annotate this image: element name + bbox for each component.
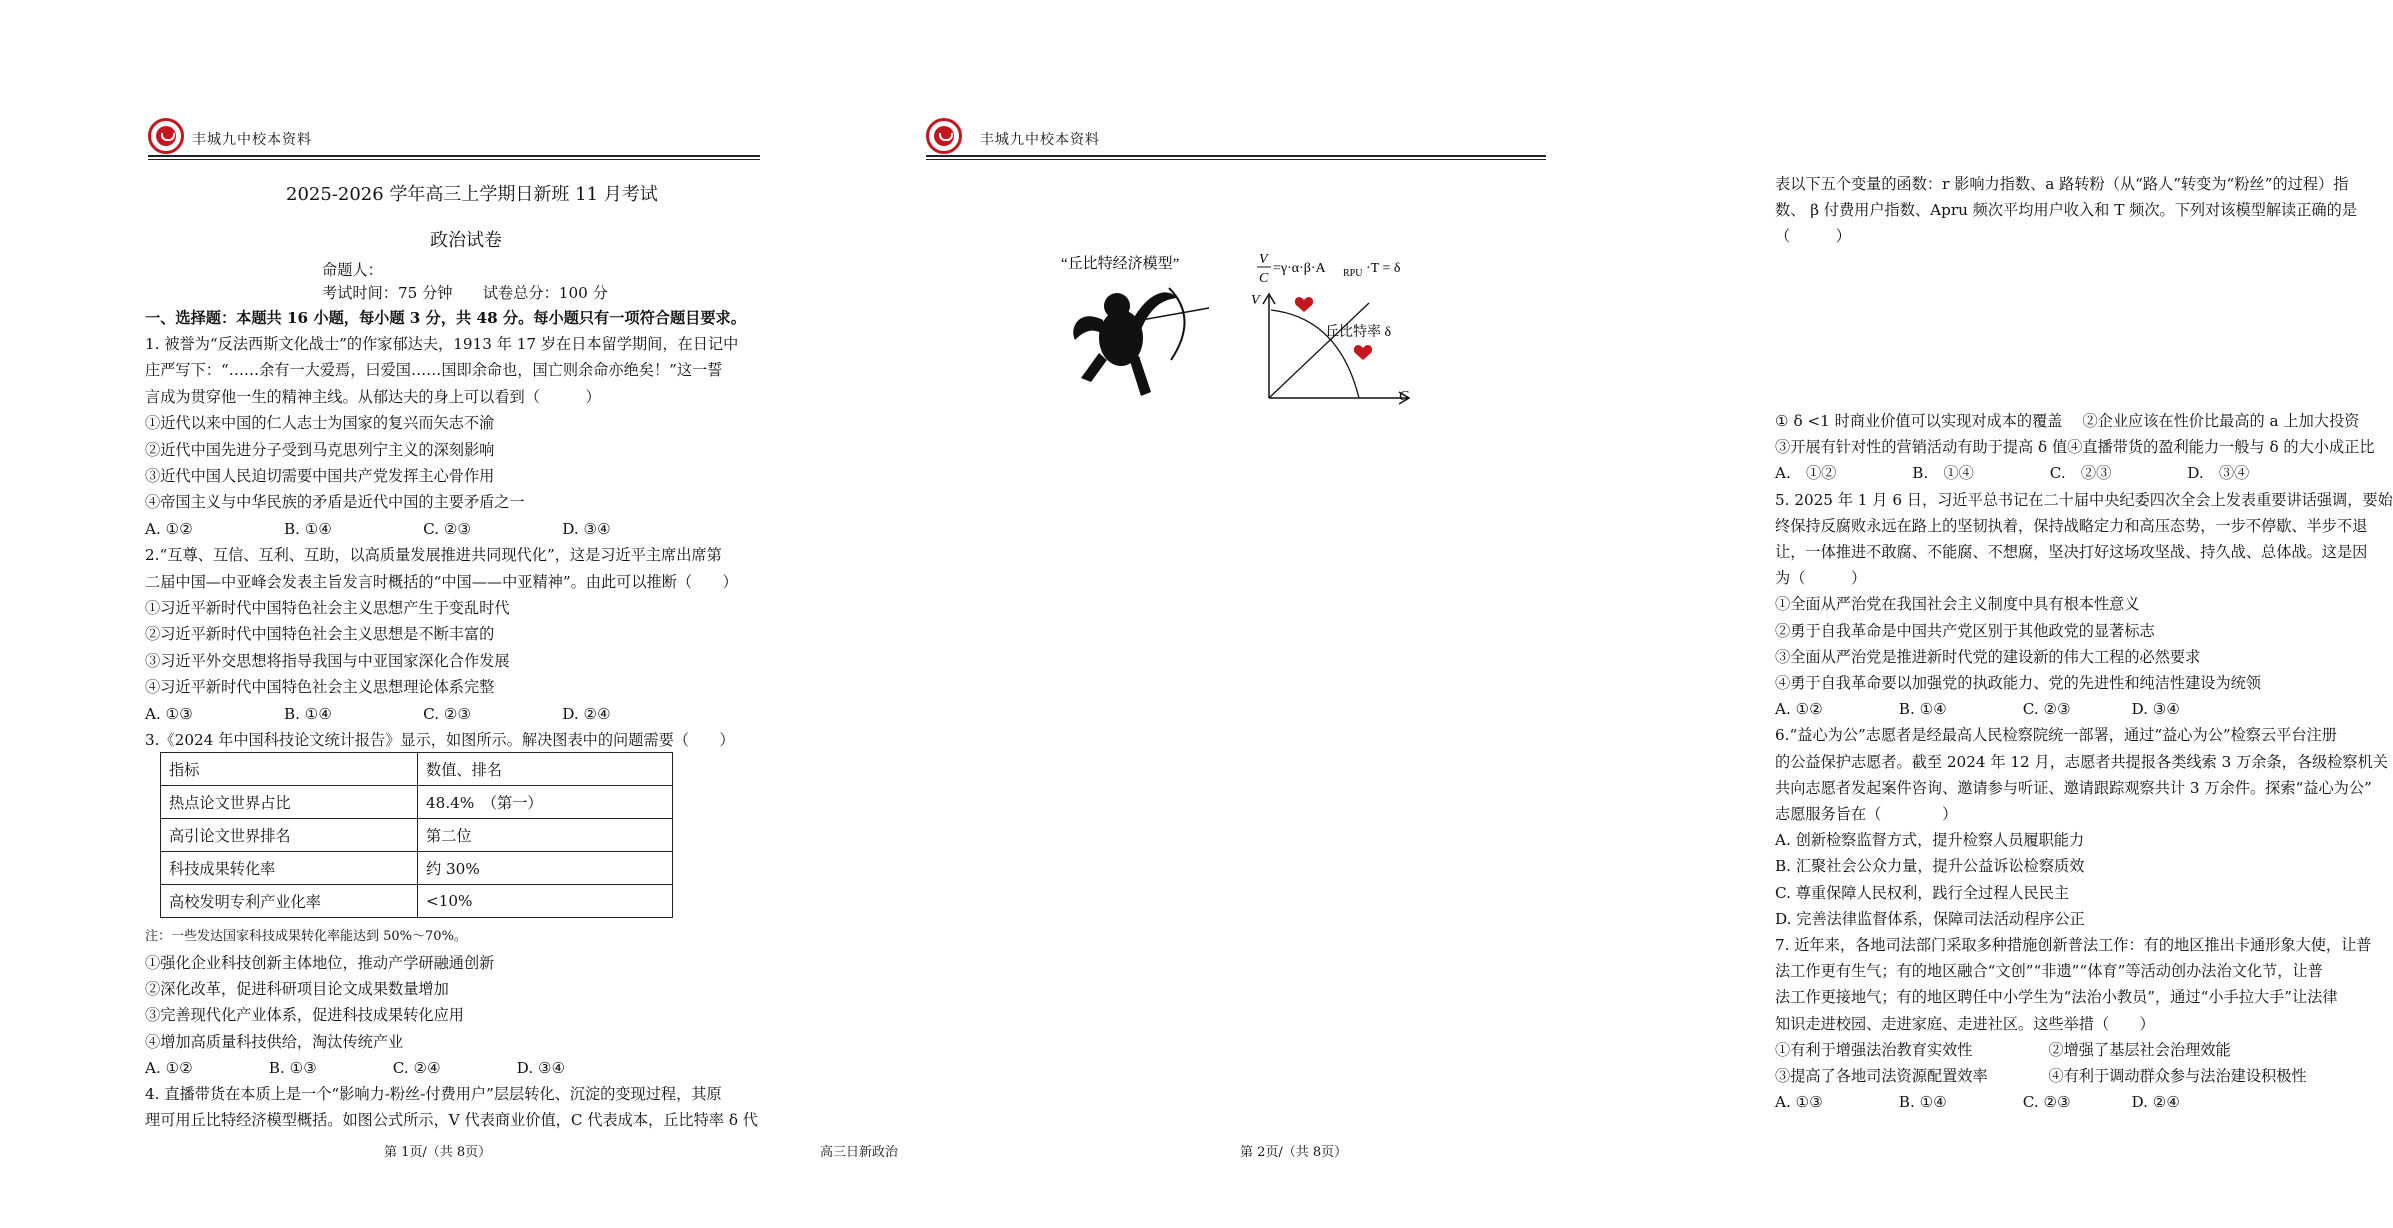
value-cell: 第二位 (418, 819, 673, 852)
text-line: ④习近平新时代中国特色社会主义思想理论体系完整 (145, 678, 495, 697)
value-cell: <10% (418, 885, 673, 918)
text-line: 表以下五个变量的函数：r 影响力指数、a 路转粉（从“路人”转变为“粉丝”的过程）指 (1775, 175, 2349, 193)
text-line: ②勇于自我革命是中国共产党区别于其他政党的显著标志 (1775, 621, 2155, 640)
indicator-cell: 指标 (161, 753, 418, 786)
indicator-cell: 高引论文世界排名 (161, 819, 418, 852)
text-line: 3.《2024 年中国科技论文统计报告》显示，如图所示。解决图表中的问题需要（ ） (145, 731, 735, 749)
table-row (161, 786, 673, 819)
table-note: 注：一些发达国家科技成果转化率能达到 50%～70%。 (145, 929, 467, 944)
text-line: 终保持反腐败永远在路上的坚韧执着，保持战略定力和高压态势，一步不停歇、半步不退 (1775, 516, 2368, 535)
text-line: ③全面从严治党是推进新时代党的建设新的伟大工程的必然要求 (1775, 647, 2201, 666)
formula-end: ·T = δ (1366, 261, 1401, 276)
cupid-icon (1073, 292, 1177, 396)
text-line: ①近代以来中国的仁人志士为国家的复兴而矢志不渝 (145, 414, 495, 433)
school-name: 丰城九中校本资料 (192, 132, 312, 148)
text-line: 志愿服务旨在（ ） (1775, 805, 1958, 823)
text-line: ③习近平外交思想将指导我国与中亚国家深化合作发展 (145, 651, 510, 670)
text-line: 为（ ） (1775, 569, 1867, 588)
right-page (868, 0, 2393, 1228)
text-line: ③近代中国人民迫切需要中国共产党发挥主心骨作用 (145, 467, 495, 485)
text-line: 言成为贯穿他一生的精神主线。从郁达夫的身上可以看到（ ） (145, 387, 601, 406)
text-line: 2.“互尊、互信、互利、互助，以高质量发展推进共同现代化”，这是习近平主席出席第 (145, 546, 722, 565)
text-line: A. ①③ B. ①④ C. ②③ D. ②④ (1775, 1093, 2181, 1112)
value-cell: 约 30% (418, 852, 673, 885)
text-line: 法工作更接地气；有的地区聘任中小学生为“法治小教员”，通过“小手拉大手”让法律 (1775, 988, 2338, 1007)
text-line: ②习近平新时代中国特色社会主义思想是不断丰富的 (145, 625, 495, 644)
page-header (926, 118, 1546, 158)
text-line: ③提高了各地司法资源配置效率 ④有利于调动群众参与法治建设积极性 (1775, 1067, 2307, 1085)
formula-main: =γ·α·β·A (1273, 261, 1326, 276)
indicator-cell: 热点论文世界占比 (161, 786, 418, 819)
formula-sub: RPU (1343, 268, 1363, 279)
text-line: A. ①② B. ①④ C. ②③ D. ③④ (1775, 700, 2181, 719)
text-line: 6.“益心为公”志愿者是经最高人民检察院统一部署，通过“益心为公”检察云平台注册 (1775, 726, 2337, 745)
text-line: 5. 2025 年 1 月 6 日，习近平总书记在二十届中央纪委四次全会上发表重要讲话强调，要始 (1775, 490, 2393, 509)
text-line: 理可用丘比特经济模型概括。如图公式所示，V 代表商业价值，C 代表成本，丘比特率 δ 代 (145, 1111, 758, 1130)
page-footer-right: 第 2页/（共 8页） (1240, 1145, 1348, 1160)
header-rule (926, 155, 1546, 157)
text-line: 二届中国—中亚峰会发表主旨发言时概括的“中国——中亚精神”。由此可以推断（ ） (145, 572, 738, 591)
text-line: ① δ <1 时商业价值可以实现对成本的覆盖 ②企业应该在性价比最高的 a 上加大投资 (1775, 412, 2360, 430)
time-line: 考试时间：75 分钟 试卷总分：100 分 (322, 284, 608, 302)
axis-c-label: C (1399, 389, 1409, 404)
table-row (161, 885, 673, 918)
text-line: 共向志愿者发起案件咨询、邀请参与听证、邀请跟踪观察共计 3 万余件。探索“益心为公” (1775, 778, 2372, 797)
page-header (148, 118, 760, 158)
cupid-model-figure (1059, 248, 1439, 404)
school-name: 丰城九中校本资料 (980, 132, 1100, 148)
text-line: ③完善现代化产业体系，促进科技成果转化应用 (145, 1006, 464, 1025)
text-line: 法工作更有生气；有的地区融合“文创”“非遗”“体育”等活动创办法治文化节，让普 (1775, 962, 2323, 981)
table-row (161, 819, 673, 852)
heart-icon (1295, 297, 1313, 312)
text-line: 1. 被誉为“反法西斯文化战士”的作家郁达夫，1913 年 17 岁在日本留学期间，在日记中 (145, 335, 739, 353)
text-line: ②深化改革，促进科研项目论文成果数量增加 (145, 980, 449, 999)
text-line: ①有利于增强法治教育实效性 ②增强了基层社会治理效能 (1775, 1040, 2231, 1059)
text-line: 数、 β 付费用户指数、Apru 频次平均用户收入和 T 频次。下列对该模型解读正确的是 (1775, 200, 2357, 219)
text-line: ②近代中国先进分子受到马克思列宁主义的深刻影响 (145, 440, 495, 459)
page-footer-left: 第 1页/（共 8页） (384, 1145, 492, 1160)
text-line: 4. 直播带货在本质上是一个“影响力-粉丝-付费用户”层层转化、沉淀的变现过程，其原 (145, 1085, 722, 1103)
value-cell: 数值、排名 (418, 753, 673, 786)
text-line: ①全面从严治党在我国社会主义制度中具有根本性意义 (1775, 595, 2140, 614)
school-logo-icon (926, 118, 962, 154)
text-line: A. ①② B. ①③ C. ②④ D. ③④ (145, 1058, 566, 1077)
text-line: 庄严写下：“……余有一大爱焉，曰爱国……国即余命也，国亡则余命亦绝矣！”这一誓 (145, 361, 723, 380)
broken-heart-icon (1354, 345, 1372, 360)
text-line: 知识走进校园、走进家庭、走进社区。这些举措（ ） (1775, 1014, 2155, 1033)
value-cell: 48.4% （第一） (418, 786, 673, 819)
exam-title: 2025-2026 学年高三上学期日新班 11 月考试 (286, 184, 658, 205)
text-line: B. 汇聚社会公众力量，提升公益诉讼检察质效 (1775, 857, 2085, 876)
text-line: A. ①② B. ①④ C. ②③ D. ③④ (1775, 464, 2250, 483)
footer-center: 高三日新政治 (820, 1145, 899, 1160)
left-page (0, 0, 868, 1228)
axis-v-label: V (1251, 293, 1260, 308)
text-line: ①强化企业科技创新主体地位，推动产学研融通创新 (145, 954, 495, 972)
text-line: 的公益保护志愿者。截至 2024 年 12 月，志愿者共提报各类线索 3 万余条，各级检察机关 (1775, 752, 2388, 771)
header-rule-thin (148, 159, 760, 160)
author-line: 命题人： (322, 261, 383, 279)
table-row (161, 852, 673, 885)
header-rule (148, 155, 760, 157)
text-line: ③开展有针对性的营销活动有助于提高 δ 值④直播带货的盈利能力一般与 δ 的大小成正比 (1775, 438, 2375, 457)
text-line: A. 创新检察监督方式，提升检察人员履职能力 (1775, 831, 2085, 850)
text-line: A. ①② B. ①④ C. ②③ D. ③④ (145, 519, 611, 538)
table-row (161, 753, 673, 786)
text-line: （ ） (1775, 226, 1851, 245)
formula-c: C (1259, 271, 1269, 286)
text-line: 让，一体推进不敢腐、不能腐、不想腐，坚决打好这场攻坚战、持久战、总体战。这是因 (1775, 543, 2368, 561)
figure-caption: “丘比特经济模型” (1061, 256, 1180, 272)
indicator-cell: 科技成果转化率 (161, 852, 418, 885)
exam-subtitle: 政治试卷 (430, 230, 502, 251)
text-line: 7. 近年来，各地司法部门采取多种措施创新普法工作：有的地区推出卡通形象大使，让普 (1775, 936, 2372, 954)
text-line: ①习近平新时代中国特色社会主义思想产生于变乱时代 (145, 599, 510, 617)
text-line: D. 完善法律监督体系，保障司法活动程序公正 (1775, 909, 2085, 928)
text-line: ④勇于自我革命要以加强党的执政能力、党的先进性和纯洁性建设为统领 (1775, 674, 2261, 692)
text-line: A. ①③ B. ①④ C. ②③ D. ②④ (145, 704, 611, 723)
text-line: ④帝国主义与中华民族的矛盾是近代中国的主要矛盾之一 (145, 493, 525, 512)
indicator-cell: 高校发明专利产业化率 (161, 885, 418, 918)
cupid-figure-svg (1059, 248, 1439, 404)
indicator-table (160, 752, 673, 918)
section-heading: 一、选择题：本题共 16 小题，每小题 3 分，共 48 分。每小题只有一项符合题目要求。 (145, 309, 746, 327)
formula-v: V (1259, 252, 1268, 267)
text-line: ④增加高质量科技供给，淘汰传统产业 (145, 1032, 404, 1051)
diagonal-line (1269, 303, 1369, 398)
curve-label: 丘比特率 δ (1325, 325, 1392, 340)
school-logo-icon (148, 118, 184, 154)
text-line: C. 尊重保障人民权利，践行全过程人民民主 (1775, 883, 2070, 902)
header-rule-thin (926, 159, 1546, 160)
